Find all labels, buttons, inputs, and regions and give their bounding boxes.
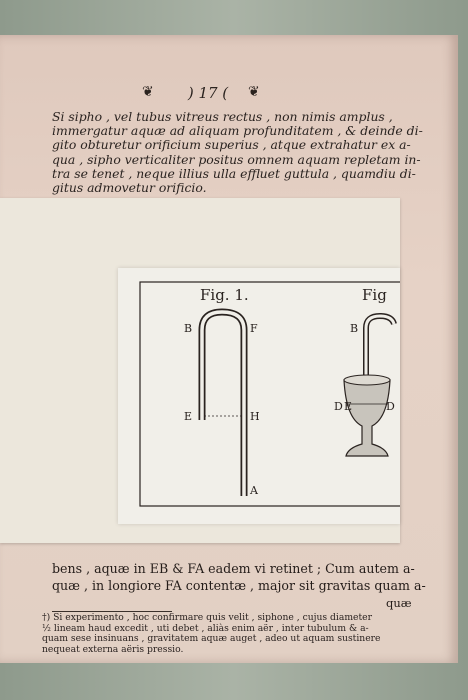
right-ornament-icon: ❦ [248, 84, 260, 100]
label-F: F [250, 322, 258, 335]
glass-rim [344, 375, 390, 385]
text-line: Si sipho , vel tubus vitreus rectus , non nimis amplus , [52, 109, 393, 124]
siphon-tube-outer [202, 312, 244, 496]
label-D2: D [386, 400, 395, 413]
footnote-line: nequeat externa aëris pressio. [42, 643, 184, 655]
page-number: ) 17 ( [187, 84, 229, 102]
label-H: H [250, 410, 260, 423]
label-E: E [184, 410, 193, 423]
text-line: qua , sipho verticaliter positus omnem aquam repletam in- [52, 151, 421, 167]
siphon-tube-inner [202, 312, 244, 496]
fig2-title: Fig [362, 286, 387, 304]
footnote-line: ½ lineam haud excedit , uti debet , aliàs enim aër , inter tubulum & a- [42, 622, 369, 634]
footnote [42, 613, 402, 655]
fig1-title: Fig. 1. [200, 286, 249, 304]
bottom-paragraph [52, 560, 426, 594]
glass-icon [344, 380, 390, 456]
text-line: quæ , in longiore FA contentæ , major sit gravitas quam a- [52, 578, 426, 593]
footnote-line: quam sese insinuans , gravitatem aquæ auget , adeo ut aquam sustinere [42, 633, 381, 645]
plate-illustration [118, 268, 400, 524]
text-line: bens , aquæ in EB & FA eadem vi retinet ; Cum autem a- [52, 561, 415, 576]
label-D: D [334, 400, 343, 413]
engraved-plate [118, 268, 400, 524]
left-ornament-icon: ❦ [142, 84, 154, 100]
label-B2: B [350, 322, 359, 335]
page-header [0, 82, 458, 104]
label-E2: E [344, 400, 353, 413]
label-B: B [184, 322, 193, 335]
text-line: tra se tenet , neque illius ulla effluet guttula , quamdiu di- [52, 165, 416, 181]
text-line: immergatur aquæ ad aliquam profunditatem , & deinde di- [52, 123, 423, 139]
catchword: quæ [386, 596, 412, 610]
top-paragraph [52, 109, 423, 196]
text-line: gitus admovetur orificio. [52, 180, 207, 196]
text-line: gito obturetur orificium superius , atque extrahatur ex a- [52, 137, 411, 153]
footnote-line: †) Si experimento , hoc confirmare quis velit , siphone , cujus diameter [42, 612, 372, 623]
label-A: A [250, 484, 258, 497]
